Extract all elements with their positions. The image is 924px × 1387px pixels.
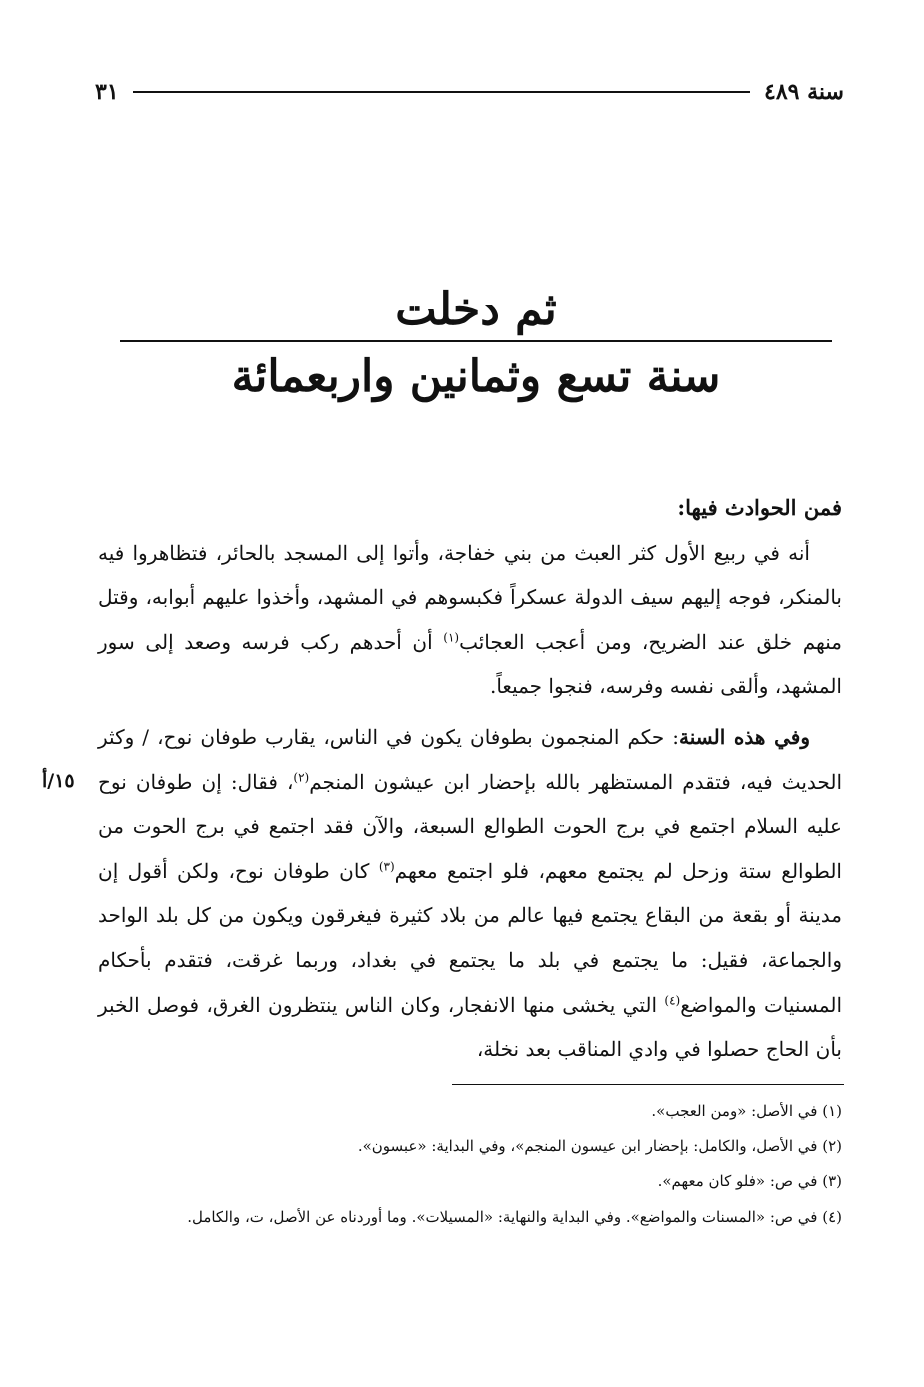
footnote-1: (١) في الأصل: «ومن العجب».	[651, 1102, 842, 1120]
main-text	[98, 486, 842, 1072]
paragraph-2-lead: وفي هذه السنة	[679, 724, 810, 749]
running-header	[95, 74, 844, 110]
paragraph-1	[98, 531, 842, 709]
paragraph-2-text-b: ، فقال: إن طوفان نوح عليه السلام اجتمع في برج الحوت الطوالع السبعة، والآن فقد اجتمع في برج الحوت من الطوالع ستة وزحل لم يجتمع معهم، فلو اجتمع معهم	[98, 769, 842, 883]
paragraph-2-text-d: التي يخشى منها الانفجار، وكان الناس ينتظرون الغرق، فوصل الخبر بأن الحاج حصلوا في وادي المناقب بعد نخلة،	[98, 992, 842, 1062]
page-number: ٣١	[95, 79, 119, 105]
paragraph-2	[98, 715, 842, 1072]
manuscript-folio-note: ١٥/أ	[42, 770, 75, 792]
paragraph-2-text-c: كان طوفان نوح، ولكن أقول إن مدينة أو بقعة من البقاع يجتمع فيها عالم من بلاد كثيرة فيغرقون ويكون من كل بلد الواحد والجماعة، فقيل: ما يجتمع في بلد ما يجتمع في بغداد، وربما غرقت، فتقدم بأحكام المسنيات والمواضع	[98, 858, 843, 1017]
paragraph-2-text-a: : حكم المنجمون بطوفان يكون في الناس، يقارب طوفان نوح، / وكثر الحديث فيه، فتقدم المستظهر بالله بإحضار ابن عيشون المنجم	[98, 724, 842, 794]
title-line-2: سنة تسع وثمانين واربعمائة	[231, 351, 721, 402]
header-year-label: سنة ٤٨٩	[764, 79, 844, 105]
footnote-3: (٣) في ص: «فلو كان معهم».	[657, 1172, 842, 1190]
footnote-ref-3: (٣)	[378, 859, 395, 874]
footnote-ref-2: (٢)	[293, 769, 310, 784]
footnote-4: (٤) في ص: «المسنات والمواضع». وفي البداية والنهاية: «المسيلات». وما أوردناه عن الأصل، ت، والكامل.	[187, 1208, 842, 1226]
footnote-divider	[452, 1084, 844, 1085]
footnote-2: (٢) في الأصل، والكامل: بإحضار ابن عيسون المنجم»، وفي البداية: «عبسون».	[357, 1137, 842, 1155]
title-line-1: ثم دخلت	[395, 284, 557, 335]
footnote-ref-1: (١)	[443, 630, 460, 645]
footnote-ref-4: (٤)	[664, 992, 681, 1007]
footnotes	[98, 1094, 842, 1232]
section-heading: فمن الحوادث فيها:	[677, 495, 842, 520]
paragraph-1-text-b: أن أحدهم ركب فرسه وصعد إلى سور المشهد، وألقى نفسه وفرسه، فنجوا جميعاً.	[98, 629, 842, 699]
chapter-title	[120, 282, 832, 406]
title-divider	[120, 340, 832, 342]
paragraph-1-text-a: أنه في ربيع الأول كثر العبث من بني خفاجة، وأتوا إلى المسجد بالحائر، فتظاهروا فيه بالمنكر، فوجه إليهم سيف الدولة عسكراً فكبسوهم في المشهد، وأخذوا عليهم أبوابه، وقتل منهم خلق عند الضريح، ومن أعجب العجائب	[98, 540, 842, 654]
header-rule	[133, 91, 750, 93]
